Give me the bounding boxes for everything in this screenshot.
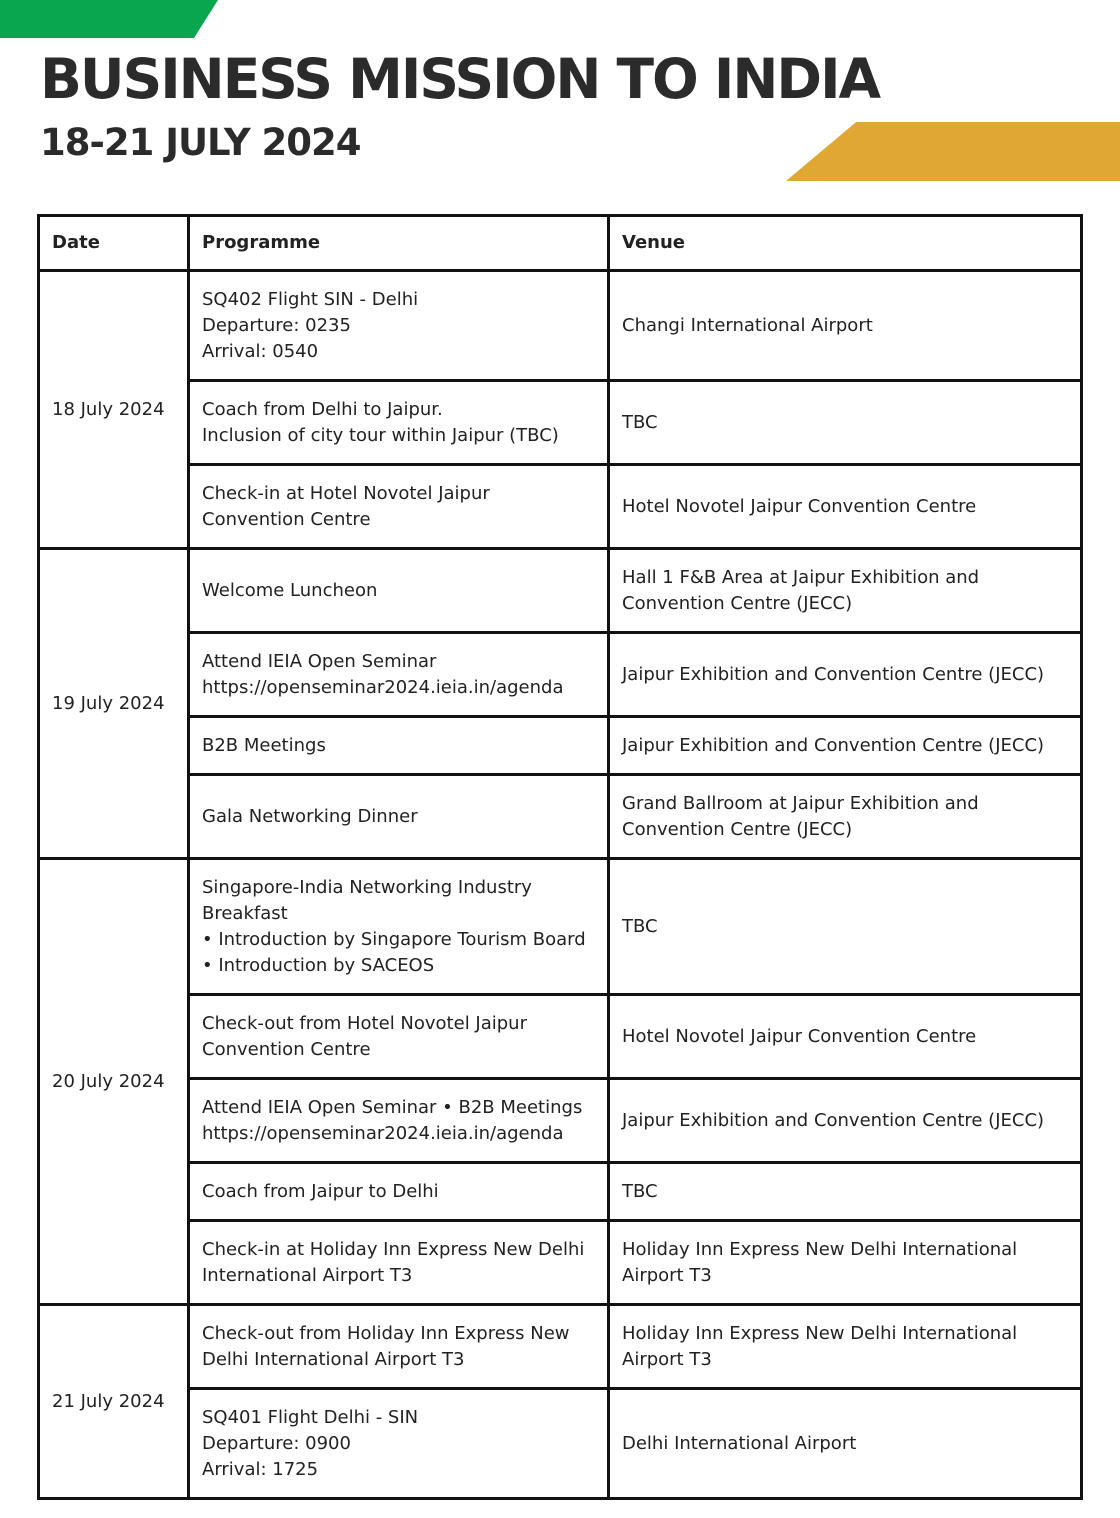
venue-cell: Jaipur Exhibition and Convention Centre (JECC) <box>609 717 1082 775</box>
table-row <box>39 1389 1082 1499</box>
programme-line: Convention Centre <box>202 508 371 530</box>
programme-line: Departure: 0235 <box>202 314 351 336</box>
date-cell: 21 July 2024 <box>39 1305 189 1499</box>
programme-line: Coach from Delhi to Jaipur. <box>202 398 443 420</box>
programme-line: • Introduction by Singapore Tourism Board <box>202 928 586 950</box>
venue-cell: TBC <box>609 381 1082 465</box>
date-cell: 18 July 2024 <box>39 271 189 549</box>
venue-cell: Hotel Novotel Jaipur Convention Centre <box>609 995 1082 1079</box>
programme-cell <box>189 465 609 549</box>
venue-cell: Jaipur Exhibition and Convention Centre (JECC) <box>609 1079 1082 1163</box>
programme-cell <box>189 633 609 717</box>
schedule-body <box>39 271 1082 1499</box>
schedule-table <box>37 214 1083 1500</box>
programme-cell <box>189 381 609 465</box>
table-row <box>39 995 1082 1079</box>
venue-cell: Holiday Inn Express New Delhi International Airport T3 <box>609 1221 1082 1305</box>
programme-line: Attend IEIA Open Seminar <box>202 650 437 672</box>
programme-line: Delhi International Airport T3 <box>202 1348 465 1370</box>
programme-cell <box>189 1163 609 1221</box>
table-row <box>39 717 1082 775</box>
venue-cell: Hotel Novotel Jaipur Convention Centre <box>609 465 1082 549</box>
gold-accent-bar <box>786 122 1120 181</box>
date-cell: 20 July 2024 <box>39 859 189 1305</box>
venue-cell: TBC <box>609 859 1082 995</box>
table-row <box>39 271 1082 381</box>
venue-cell: TBC <box>609 1163 1082 1221</box>
table-row <box>39 465 1082 549</box>
column-header-programme: Programme <box>189 216 609 271</box>
programme-cell <box>189 859 609 995</box>
programme-line: Arrival: 0540 <box>202 340 319 362</box>
table-row <box>39 1079 1082 1163</box>
programme-line: Singapore-India Networking Industry Breakfast <box>202 876 532 924</box>
programme-cell <box>189 1305 609 1389</box>
programme-line: Departure: 0900 <box>202 1432 351 1454</box>
programme-line: • Introduction by SACEOS <box>202 954 435 976</box>
table-row <box>39 1163 1082 1221</box>
programme-line: https://openseminar2024.ieia.in/agenda <box>202 676 564 698</box>
column-header-venue: Venue <box>609 216 1082 271</box>
programme-line: Check-in at Hotel Novotel Jaipur <box>202 482 490 504</box>
header-row <box>39 216 1082 271</box>
programme-cell <box>189 1221 609 1305</box>
programme-line: Attend IEIA Open Seminar • B2B Meetings <box>202 1096 583 1118</box>
programme-line: SQ401 Flight Delhi - SIN <box>202 1406 419 1428</box>
programme-line: Convention Centre <box>202 1038 371 1060</box>
programme-line: B2B Meetings <box>202 734 326 756</box>
programme-cell <box>189 775 609 859</box>
venue-cell: Jaipur Exhibition and Convention Centre (JECC) <box>609 633 1082 717</box>
venue-cell: Grand Ballroom at Jaipur Exhibition and Convention Centre (JECC) <box>609 775 1082 859</box>
programme-cell <box>189 1079 609 1163</box>
column-header-date: Date <box>39 216 189 271</box>
programme-line: Gala Networking Dinner <box>202 805 418 827</box>
programme-line: Arrival: 1725 <box>202 1458 319 1480</box>
date-cell: 19 July 2024 <box>39 549 189 859</box>
venue-cell: Holiday Inn Express New Delhi International Airport T3 <box>609 1305 1082 1389</box>
programme-line: Inclusion of city tour within Jaipur (TBC) <box>202 424 559 446</box>
schedule-header <box>39 216 1082 271</box>
table-row <box>39 381 1082 465</box>
programme-line: Check-in at Holiday Inn Express New Delhi <box>202 1238 585 1260</box>
table-row <box>39 633 1082 717</box>
table-row <box>39 549 1082 633</box>
page-title: BUSINESS MISSION TO INDIA <box>40 47 880 111</box>
programme-cell <box>189 549 609 633</box>
green-accent-bar <box>0 0 218 38</box>
programme-line: https://openseminar2024.ieia.in/agenda <box>202 1122 564 1144</box>
venue-cell: Delhi International Airport <box>609 1389 1082 1499</box>
programme-line: Coach from Jaipur to Delhi <box>202 1180 439 1202</box>
programme-line: Welcome Luncheon <box>202 579 378 601</box>
programme-cell <box>189 271 609 381</box>
programme-cell <box>189 1389 609 1499</box>
mission-dates: 18-21 JULY 2024 <box>40 121 361 164</box>
table-row <box>39 859 1082 995</box>
programme-line: Check-out from Hotel Novotel Jaipur <box>202 1012 527 1034</box>
programme-cell <box>189 717 609 775</box>
venue-cell: Hall 1 F&B Area at Jaipur Exhibition and Convention Centre (JECC) <box>609 549 1082 633</box>
programme-line: SQ402 Flight SIN - Delhi <box>202 288 419 310</box>
table-row <box>39 1305 1082 1389</box>
programme-line: International Airport T3 <box>202 1264 413 1286</box>
table-row <box>39 775 1082 859</box>
venue-cell: Changi International Airport <box>609 271 1082 381</box>
table-row <box>39 1221 1082 1305</box>
programme-cell <box>189 995 609 1079</box>
programme-line: Check-out from Holiday Inn Express New <box>202 1322 570 1344</box>
